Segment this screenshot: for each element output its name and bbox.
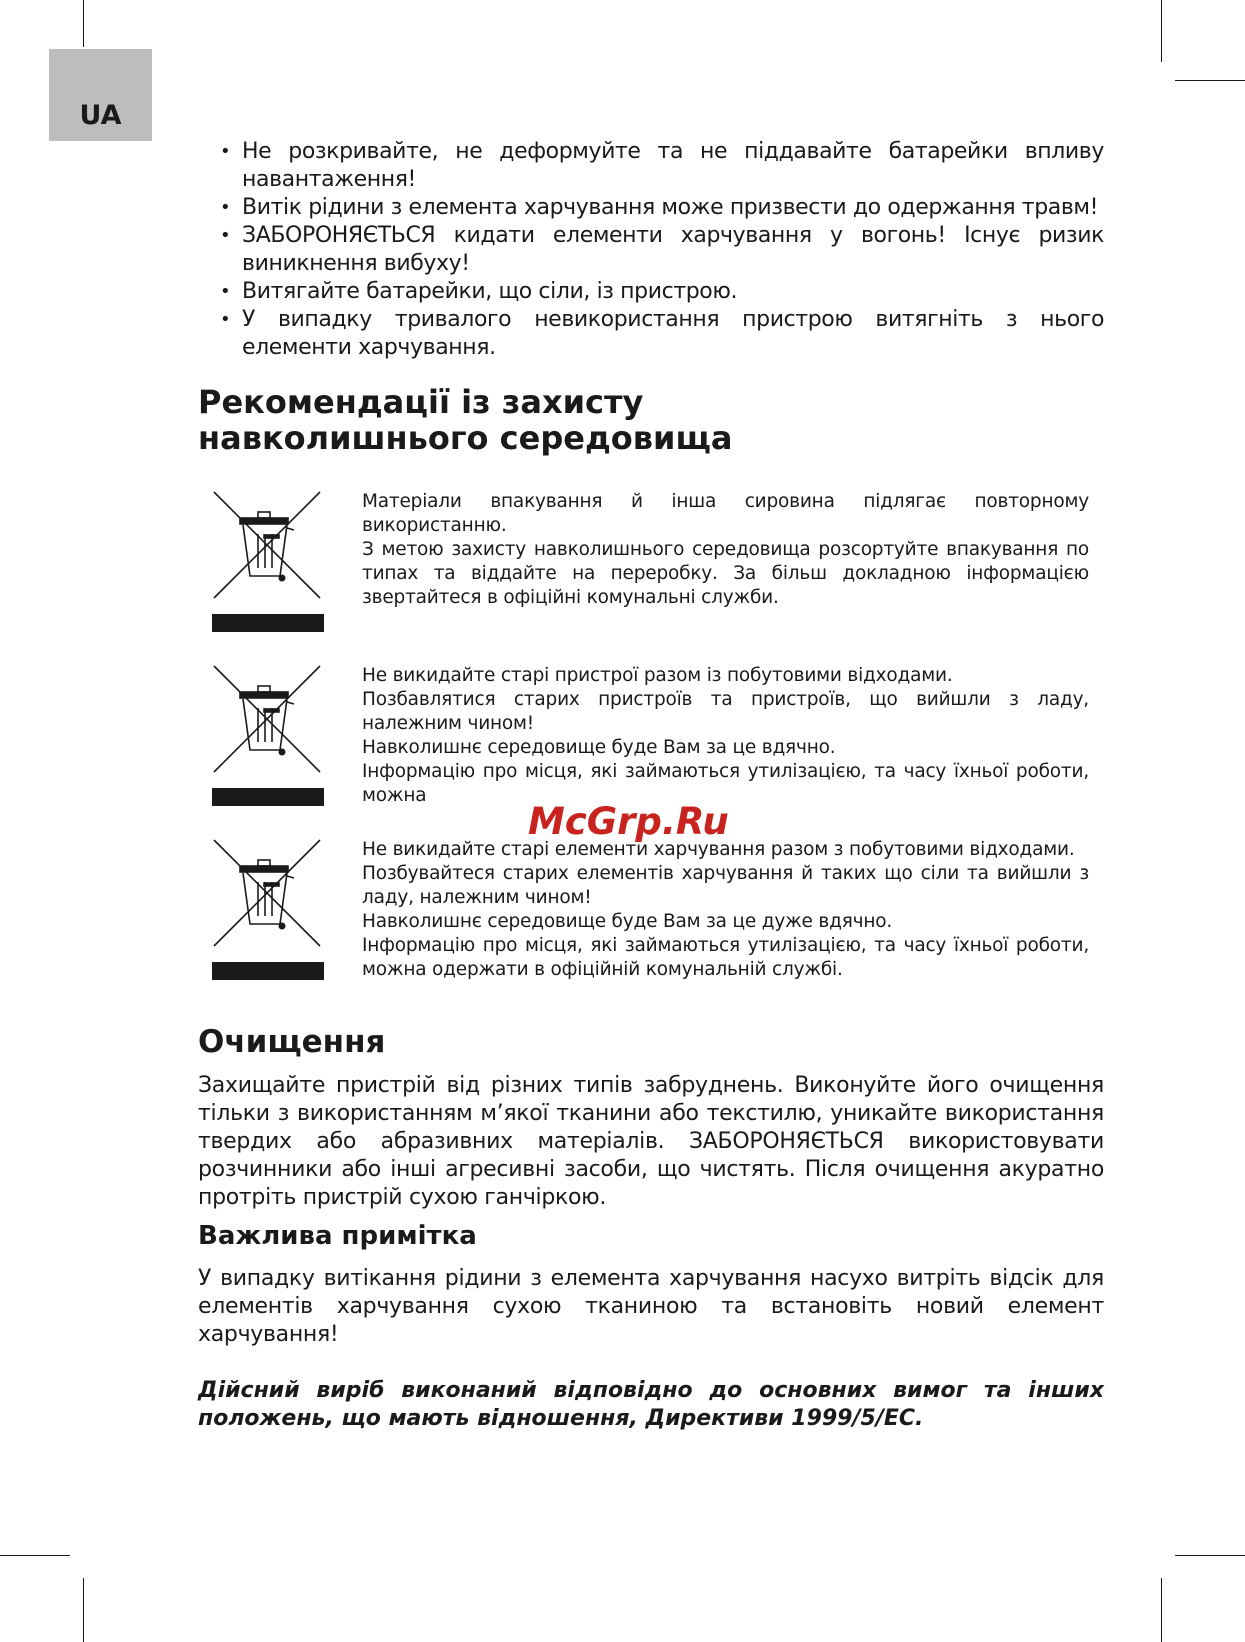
crossed-out-wheelie-bin-icon [212,490,324,636]
env-block-text [362,664,1089,808]
crossed-out-wheelie-bin-icon [212,664,324,810]
environment-heading [198,384,732,456]
env-paragraph: Інформацію про місця, які займаються утилізацією, та часу їхньої роботи, можна [362,761,1089,806]
crop-mark [0,1555,70,1556]
language-code: UA [79,100,122,131]
list-item: • Витягайте батарейки, що сіли, із пристрою. [198,278,1104,306]
env-paragraph: Матеріали впакування й інша сировина підлягає повторному використанню. [362,491,1089,536]
env-block-text [362,838,1089,982]
crop-mark [1175,1555,1245,1556]
crop-mark [1175,80,1245,81]
env-paragraph: Навколишнє середовище буде Вам за це дуже вдячно. [362,911,893,932]
list-item: • У випадку тривалого невикористання пристрою витягніть з нього елементи харчування. [198,306,1104,362]
language-tab [49,49,152,141]
list-item: • Не розкривайте, не деформуйте та не піддавайте батарейки впливу навантаження! [198,138,1104,194]
env-paragraph: Позбувайтеся старих елементів харчування й таких що сіли та вийшли з ладу, належним чином! [362,863,1089,908]
env-block-text [362,490,1089,610]
env-paragraph: Інформацію про місця, які займаються утилізацією, та часу їхньої роботи, можна одержати в офіційній комунальній службі. [362,935,1089,980]
env-block-devices [212,664,1088,814]
env-paragraph: Не викидайте старі пристрої разом із побутовими відходами. [362,665,953,686]
watermark: McGrp.Ru [528,800,729,843]
battery-warnings-list [198,138,1104,362]
list-item: • ЗАБОРОНЯЄТЬСЯ кидати елементи харчування у вогонь! Існує ризик виникнення вибуху! [198,222,1104,278]
environment-heading-line1: Рекомендації із захисту [198,383,644,421]
crop-mark [1161,0,1162,62]
env-paragraph: Позбавлятися старих пристроїв та пристроїв, що вийшли з ладу, належним чином! [362,689,1089,734]
cleaning-heading: Очищення [198,1024,386,1060]
env-paragraph: З метою захисту навколишнього середовища розсортуйте впакування по типах та віддайте на переробку. За більш докладною інформацією звертайтеся в офіційні комунальні служби. [362,539,1089,608]
directive-statement: Дійсний виріб виконаний відповідно до основних вимог та інших положень, що мають відношення, Директиви 1999/5/EC. [198,1378,1104,1431]
cleaning-paragraph: Захищайте пристрій від різних типів забруднень. Виконуйте його очищення тільки з використанням м’якої тканини або текстилю, уникайте використання твердих або абразивних матеріалів. ЗАБОРОНЯЄТЬСЯ використовувати розчинники або інші агресивні засоби, що чистять. Після очищення акуратно протріть пристрій сухою ганчіркою. [198,1073,1104,1210]
important-note-heading: Важлива примітка [198,1221,477,1251]
environment-heading-line2: навколишнього середовища [198,419,733,457]
crop-mark [1161,1578,1162,1642]
crop-mark [83,0,84,47]
env-block-packaging [212,490,1088,640]
env-block-batteries [212,838,1088,988]
crop-mark [83,1578,84,1642]
env-paragraph: Не викидайте старі елементи харчування разом з побутовими відходами. [362,839,1075,860]
important-note-paragraph: У випадку витікання рідини з елемента харчування насухо витріть відсік для елементів харчування сухою тканиною та встановіть новий елемент харчування! [198,1266,1104,1347]
list-item: • Витік рідини з елемента харчування може призвести до одержання травм! [198,194,1104,222]
env-paragraph: Навколишнє середовище буде Вам за це вдячно. [362,737,836,758]
crossed-out-wheelie-bin-icon [212,838,324,984]
